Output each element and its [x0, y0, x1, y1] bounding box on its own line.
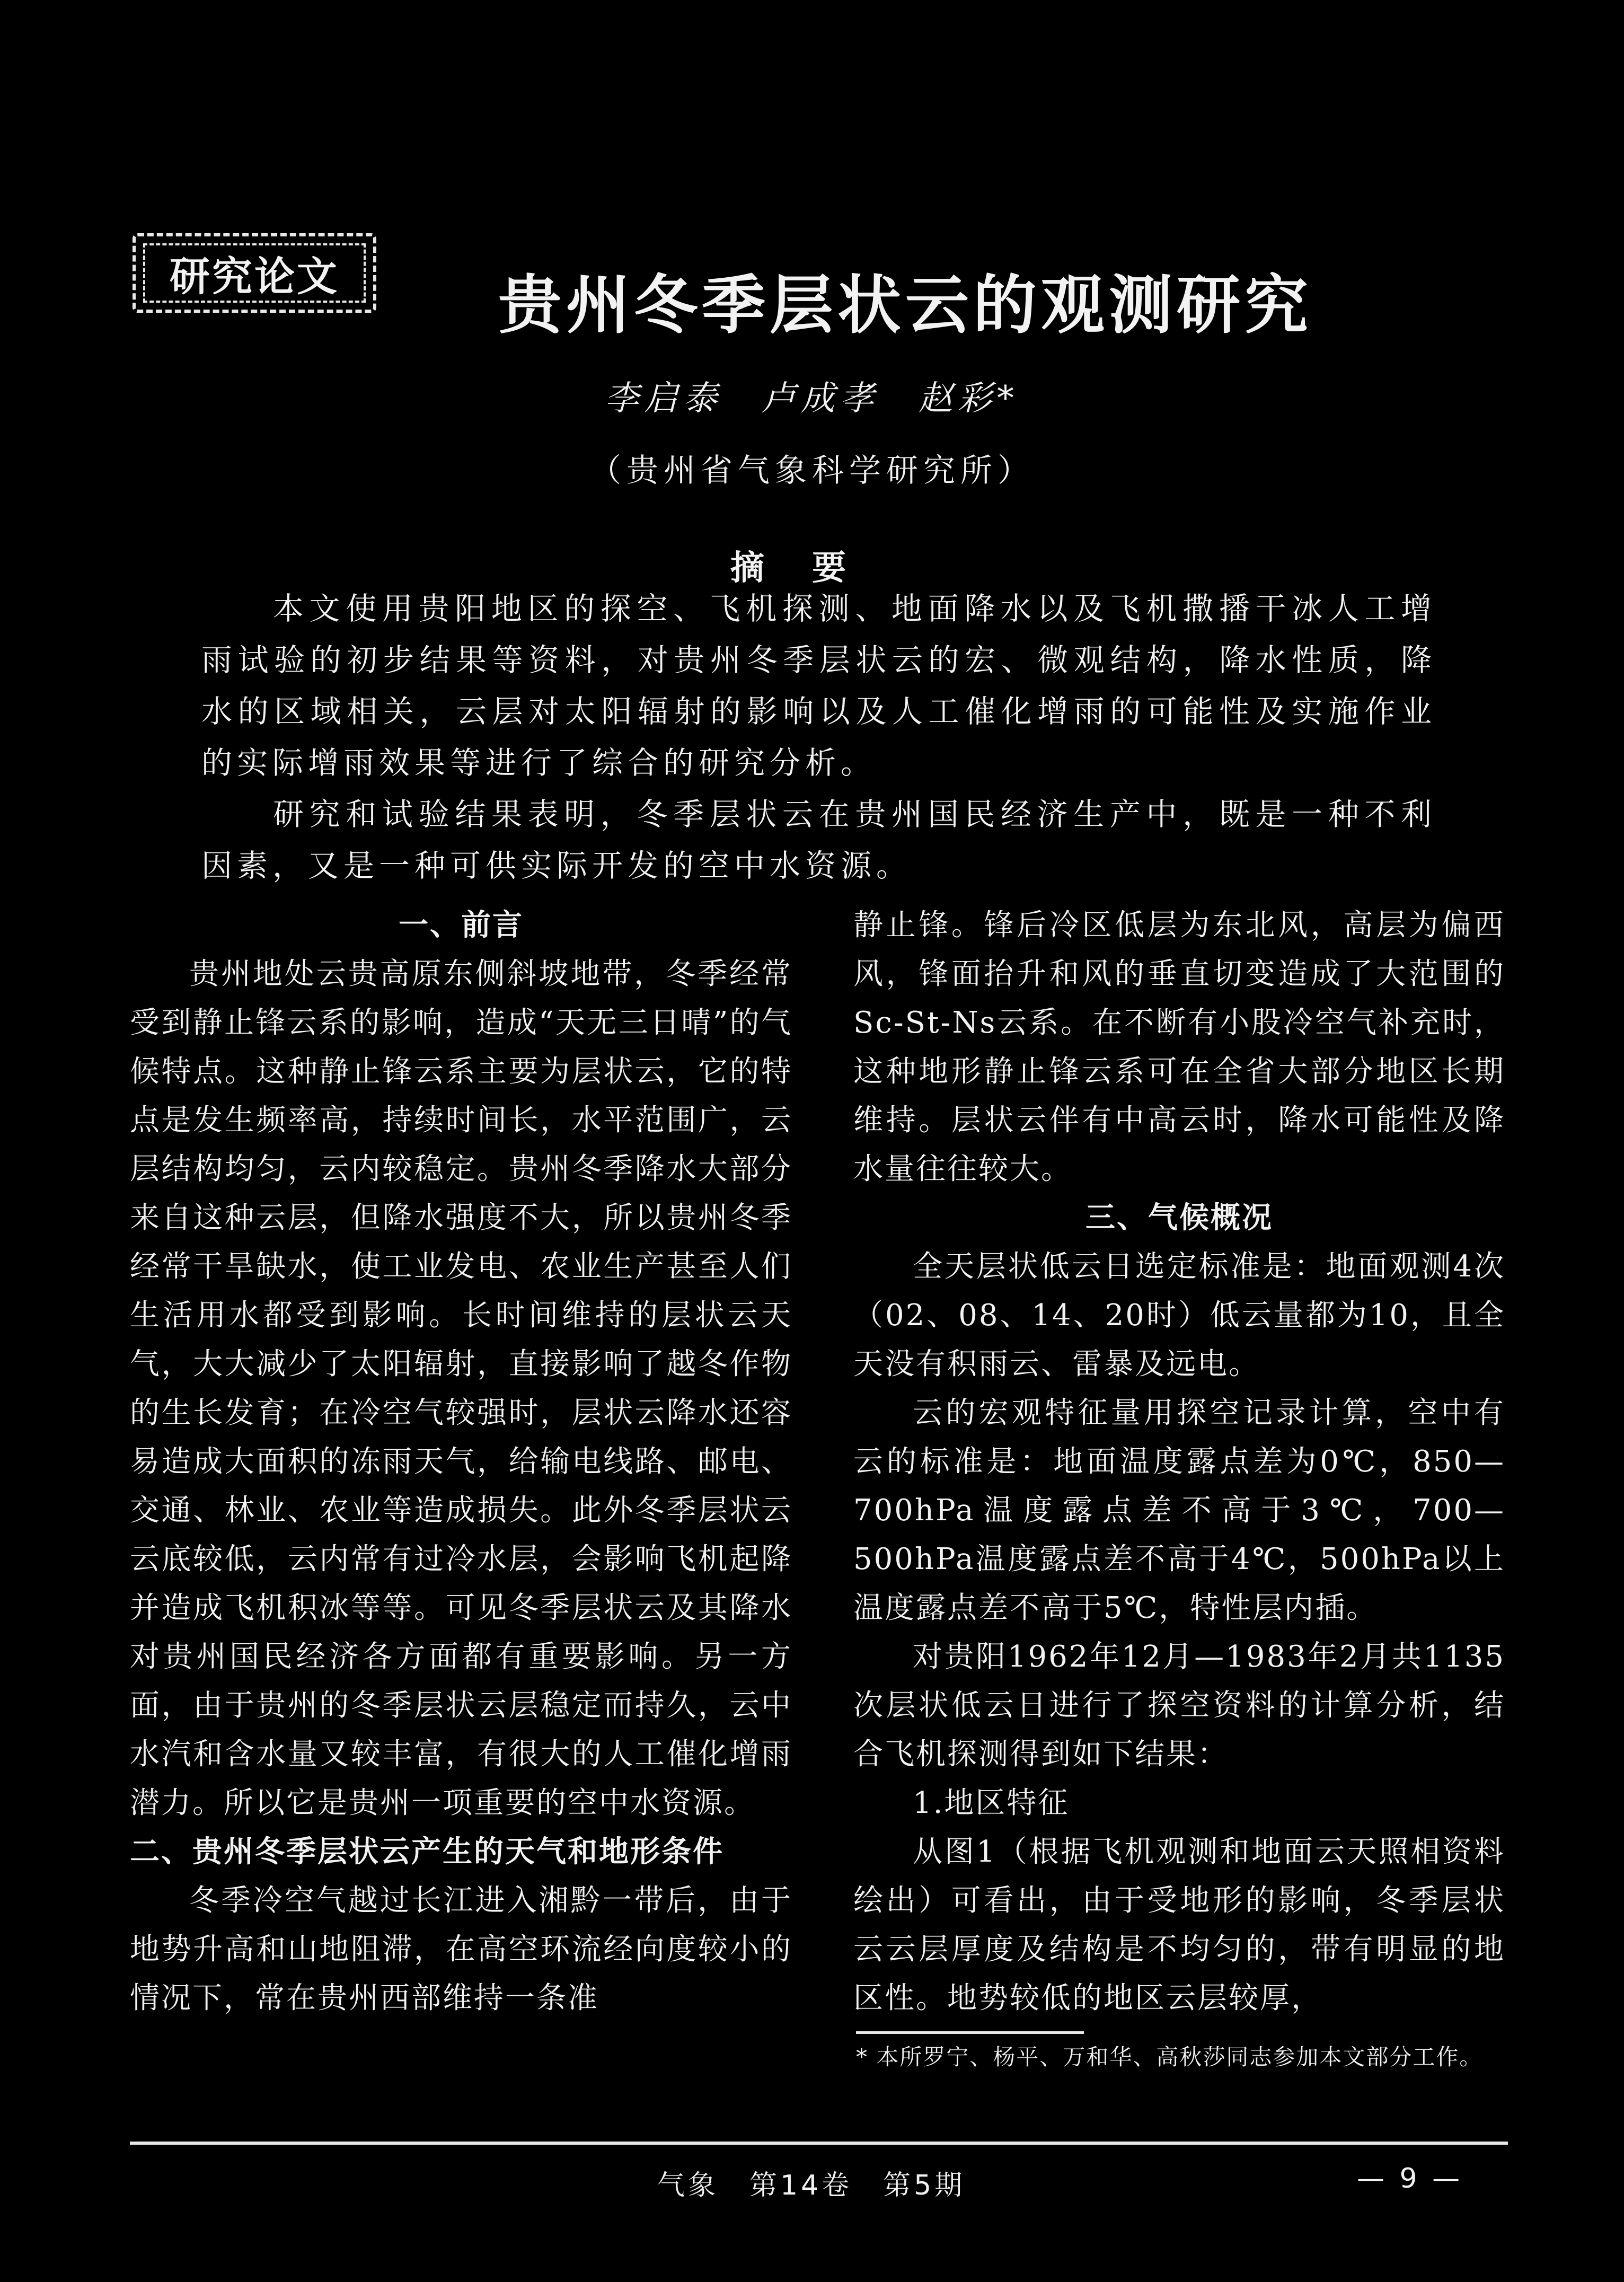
paper-title: 贵州冬季层状云的观测研究	[498, 268, 1312, 342]
subsection-1-heading: 1.地区特征	[913, 1786, 1070, 1820]
section-badge-label: 研究论文	[143, 243, 366, 303]
left-column	[130, 901, 792, 2023]
section-badge	[133, 233, 376, 313]
footnote-rule	[856, 2031, 1084, 2034]
subsection-1-paragraph: 从图1（根据飞机观测和地面云天照相资料绘出）可看出，由于受地形的影响，冬季层状云云层厚度及结构是不均匀的，带有明显的地区性。地势较低的地区云层较厚，	[853, 1835, 1505, 2015]
section-3-paragraph-1: 全天层状低云日选定标准是：地面观测4次（02、08、14、20时）低云量都为10，且全天没有积雨云、雷暴及远电。	[853, 1249, 1505, 1381]
abstract-paragraph-1: 本文使用贵阳地区的探空、飞机探测、地面降水以及飞机撒播干冰人工增雨试验的初步结果等资料，对贵州冬季层状云的宏、微观结构，降水性质，降水的区域相关，云层对太阳辐射的影响以及人工催化增雨的可能性及实施作业的实际增雨效果等进行了综合的研究分析。	[201, 591, 1436, 781]
section-2-heading: 二、贵州冬季层状云产生的天气和地形条件	[130, 1835, 724, 1869]
footer-page-number: — 9 —	[1357, 2163, 1463, 2195]
abstract-heading: 摘要	[730, 548, 894, 588]
paper-affiliation: （贵州省气象科学研究所）	[589, 452, 1035, 489]
footer-journal: 气象 第14卷 第5期	[657, 2170, 966, 2201]
right-column	[853, 901, 1505, 2023]
section-2-continuation: 静止锋。锋后冷区低层为东北风，高层为偏西风，锋面抬升和风的垂直切变造成了大范围的Sc-St-Ns云系。在不断有小股冷空气补充时，这种地形静止锋云系可在全省大部分地区长期维持。层状云伴有中高云时，降水可能性及降水量往往较大。	[853, 908, 1505, 1186]
footnote: * 本所罗宁、杨平、万和华、高秋莎同志参加本文部分工作。	[856, 2044, 1483, 2070]
section-3-paragraph-2: 云的宏观特征量用探空记录计算，空中有云的标准是：地面温度露点差为0℃，850—700hPa温度露点差不高于3℃，700—500hPa温度露点差不高于4℃，500hPa以上温度露点差不高于5℃，特性层内插。	[853, 1396, 1505, 1625]
section-3-paragraph-3: 对贵阳1962年12月—1983年2月共1135次层状低云日进行了探空资料的计算分析，结合飞机探测得到如下结果：	[853, 1640, 1505, 1772]
footer-rule	[130, 2142, 1508, 2145]
paper-authors: 李启泰 卢成孝 赵彩*	[605, 379, 1019, 418]
section-3-heading: 三、气候概况	[1085, 1201, 1273, 1235]
section-1-paragraph: 贵州地处云贵高原东侧斜坡地带，冬季经常受到静止锋云系的影响，造成“天无三日晴”的气候特点。这种静止锋云系主要为层状云，它的特点是发生频率高，持续时间长，水平范围广，云层结构均匀，云内较稳定。贵州冬季降水大部分来自这种云层，但降水强度不大，所以贵州冬季经常干旱缺水，使工业发电、农业生产甚至人们生活用水都受到影响。长时间维持的层状云天气，大大减少了太阳辐射，直接影响了越冬作物的生长发育；在冷空气较强时，层状云降水还容易造成大面积的冻雨天气，给输电线路、邮电、交通、林业、农业等造成损失。此外冬季层状云云底较低，云内常有过冷水层，会影响飞机起降并造成飞机积冰等等。可见冬季层状云及其降水对贵州国民经济各方面都有重要影响。另一方面，由于贵州的冬季层状云层稳定而持久，云中水汽和含水量又较丰富，有很大的人工催化增雨潜力。所以它是贵州一项重要的空中水资源。	[130, 957, 792, 1820]
section-1-heading: 一、前言	[399, 908, 524, 942]
abstract-paragraph-2: 研究和试验结果表明，冬季层状云在贵州国民经济生产中，既是一种不利因素，又是一种可供实际开发的空中水资源。	[201, 796, 1436, 884]
section-2-paragraph: 冬季冷空气越过长江进入湘黔一带后，由于地势升高和山地阻滞，在高空环流经向度较小的情况下，常在贵州西部维持一条准	[130, 1883, 792, 2015]
abstract-body	[201, 583, 1436, 892]
